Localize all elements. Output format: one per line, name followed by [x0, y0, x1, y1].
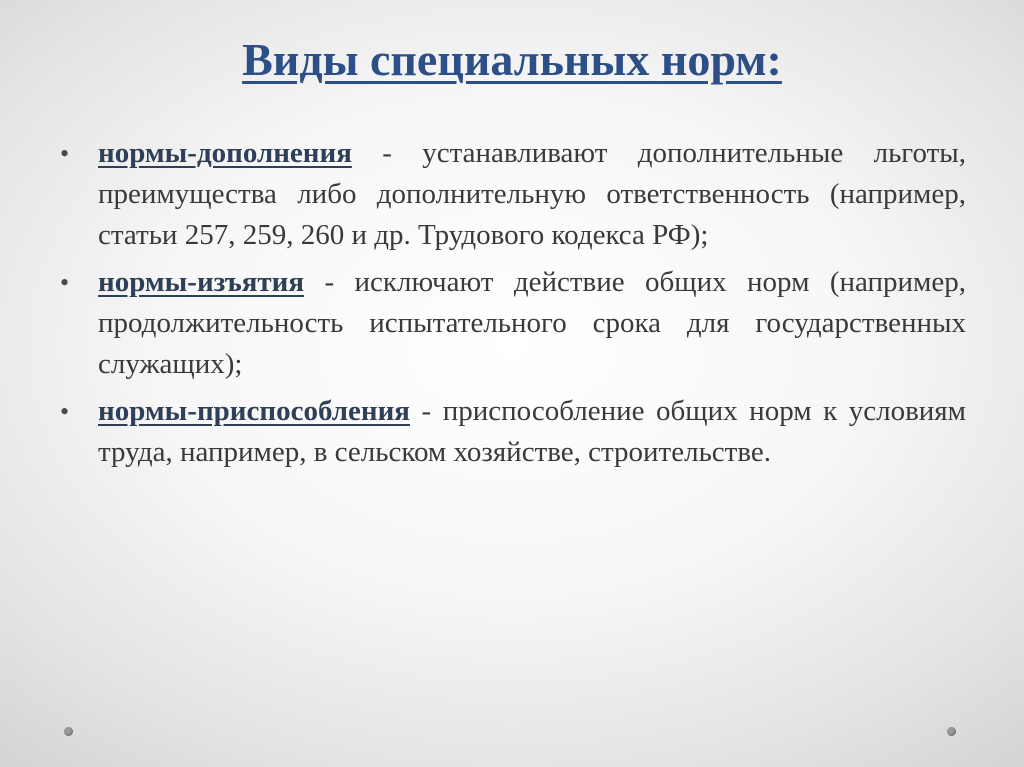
term-label: нормы-дополнения [98, 137, 352, 169]
term-label: нормы-приспособления [98, 395, 410, 427]
corner-dot-right-icon [947, 727, 956, 736]
slide-title-text: Виды специальных норм: [242, 34, 782, 85]
corner-dot-left-icon [64, 727, 73, 736]
item-description: - устанавливают дополнительные льготы, преимущества либо дополнительную ответственность (например, статьи 257, 259, 260 и др. Трудового кодекса РФ); [98, 137, 966, 251]
bullet-icon: • [60, 268, 70, 297]
slide-title [0, 30, 1024, 90]
item-description: - исключают действие общих норм (например, продолжительность испытательного срока для государственных служащих); [98, 266, 966, 380]
list-item [58, 391, 966, 473]
list-item [58, 133, 966, 256]
bullet-icon: • [60, 397, 70, 426]
term-label: нормы-изъятия [98, 266, 305, 298]
bullet-icon: • [60, 139, 70, 168]
item-description: - приспособление общих норм к условиям труда, например, в сельском хозяйстве, строительстве. [98, 395, 966, 468]
bullet-list [58, 133, 966, 479]
list-item [58, 262, 966, 385]
